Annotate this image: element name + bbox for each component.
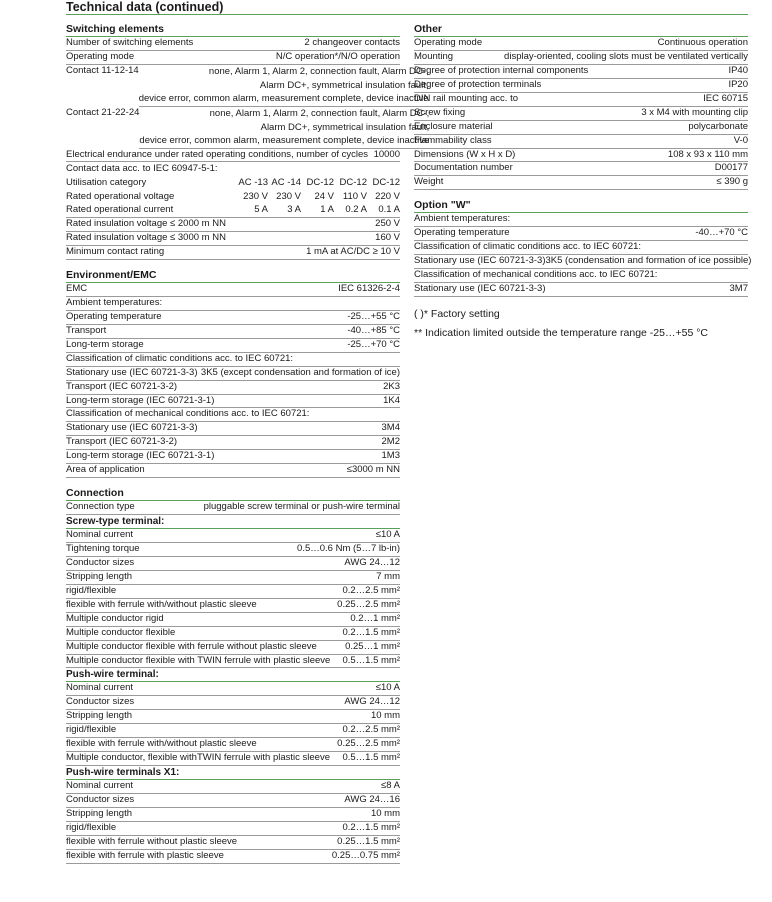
- spec-row: [66, 232, 400, 246]
- spec-label: Conductor sizes: [66, 696, 135, 708]
- utilisation-values: [235, 176, 400, 190]
- push-wire-x1-rows: [66, 780, 400, 864]
- spec-label: Connection type: [66, 501, 135, 513]
- spec-row: [414, 241, 748, 255]
- spec-value: 2K3: [383, 380, 400, 392]
- spec-value: AWG 24…12: [344, 556, 400, 568]
- spec-label: Degree of protection internal components: [414, 64, 589, 76]
- spec-row: [66, 149, 400, 163]
- spec-label: Rated insulation voltage ≤ 3000 m NN: [66, 232, 226, 244]
- spec-value: 0.2…2.5 mm²: [342, 724, 400, 736]
- spec-value: AWG 24…16: [344, 794, 400, 805]
- right-column: [414, 22, 752, 297]
- spec-label: DIN rail mounting acc. to: [414, 92, 519, 104]
- spec-value: AWG 24…12: [344, 696, 400, 708]
- spec-label: Stripping length: [66, 710, 133, 722]
- utilisation-cell: 230 V: [276, 191, 301, 203]
- spec-row: [66, 450, 400, 464]
- spec-row: [66, 557, 400, 571]
- utilisation-cell: 1 A: [320, 204, 334, 216]
- spec-value: 3 x M4 with mounting clip: [641, 106, 748, 118]
- spec-label: Stationary use (IEC 60721-3-3): [66, 422, 198, 434]
- spec-row: [66, 464, 400, 478]
- spec-label: Classification of mechanical conditions acc. to IEC 60721:: [414, 269, 658, 281]
- spec-value: 2 changeover contacts: [304, 37, 400, 48]
- spec-value: IEC 61326-2-4: [338, 283, 400, 294]
- spec-row: [414, 176, 748, 190]
- spec-row: [66, 543, 400, 557]
- contact-11-12-14: [66, 64, 429, 107]
- footnotes: [414, 305, 708, 343]
- spec-label: rigid/flexible: [66, 724, 117, 736]
- spec-label: Multiple conductor flexible with ferrule without plastic sleeve: [66, 640, 317, 652]
- spec-row: [414, 213, 748, 227]
- spec-value: ≤10 A: [375, 682, 400, 694]
- spec-label: Utilisation category: [66, 177, 147, 189]
- spec-value: D00177: [714, 162, 748, 174]
- switching-rows-a: [66, 37, 400, 65]
- spec-row: [66, 655, 400, 669]
- spec-value: 0.5…0.6 Nm (5…7 lb-in): [297, 543, 400, 554]
- spec-row: [66, 501, 400, 515]
- contact-1-line: Alarm DC+, symmetrical insulation fault,: [259, 79, 429, 91]
- spec-label: Rated operational voltage: [66, 191, 175, 203]
- spec-row: [414, 162, 748, 176]
- contact-2-line: device error, common alarm, measurement complete, device inactive: [139, 135, 429, 149]
- connection-rows: [66, 501, 400, 515]
- utilisation-row: [66, 176, 400, 190]
- spec-label: Multiple conductor, flexible withTWIN ferrule with plastic sleeve: [66, 752, 330, 764]
- spec-row: [66, 613, 400, 627]
- spec-value: 108 x 93 x 110 mm: [667, 148, 748, 160]
- utilisation-table: [66, 176, 400, 218]
- environment-rows: [66, 283, 400, 478]
- spec-label: Contact data acc. to IEC 60947-5-1:: [66, 163, 218, 175]
- utilisation-cell: 3 A: [287, 204, 301, 216]
- utilisation-cell: DC-12: [339, 177, 367, 189]
- spec-value: 3K5 (except condensation and formation of ice): [200, 366, 400, 378]
- contact-1-line: none, Alarm 1, Alarm 2, connection fault, Alarm DC-,: [208, 65, 429, 77]
- spec-value: 10 mm: [370, 710, 400, 722]
- spec-value: 3K5 (condensation and formation of ice possible): [545, 255, 752, 267]
- spec-value: polycarbonate: [688, 120, 748, 132]
- push-wire-rows: [66, 682, 400, 766]
- spec-value: IEC 60715: [703, 92, 748, 104]
- spec-label: Documentation number: [414, 162, 513, 174]
- spec-label: Multiple conductor flexible with TWIN ferrule with plastic sleeve: [66, 654, 331, 666]
- option-w-rows: [414, 213, 752, 297]
- spec-value: 0.5…1.5 mm²: [342, 752, 400, 764]
- section-environment-emc: Environment/EMC: [66, 268, 400, 283]
- page-title: Technical data (continued): [66, 0, 224, 14]
- spec-row: [414, 65, 748, 79]
- spec-label: Long-term storage (IEC 60721-3-1): [66, 450, 215, 462]
- spec-label: Electrical endurance under rated operating conditions, number of cycles: [66, 148, 369, 160]
- contact-21-22-24: [66, 106, 430, 149]
- spec-label: Multiple conductor rigid: [66, 612, 164, 624]
- spec-row: [66, 367, 400, 381]
- spec-label: Stationary use (IEC 60721-3-3): [66, 366, 198, 378]
- contact-2-label: Contact 21-22-24: [66, 106, 140, 118]
- spec-label: Stripping length: [66, 570, 133, 582]
- spec-row: [414, 283, 748, 297]
- spec-label: Rated operational current: [66, 204, 174, 216]
- spec-row: [66, 599, 400, 613]
- utilisation-cell: AC -13: [238, 177, 268, 189]
- switching-rows-c: [66, 218, 400, 260]
- contact-2-line: none, Alarm 1, Alarm 2, connection fault, Alarm DC-,: [209, 107, 430, 119]
- spec-row: [414, 255, 752, 269]
- utilisation-row: [66, 190, 400, 204]
- utilisation-values: [235, 204, 400, 217]
- spec-row: [414, 121, 748, 135]
- section-connection: Connection: [66, 486, 400, 501]
- spec-value: 0.2…1 mm²: [350, 612, 400, 624]
- push-wire-x1-heading: Push-wire terminals X1:: [66, 766, 400, 780]
- spec-label: Ambient temperatures:: [66, 296, 163, 308]
- spec-label: Conductor sizes: [66, 556, 135, 568]
- spec-value: pluggable screw terminal or push-wire terminal: [203, 501, 400, 513]
- spec-value: 160 V: [375, 232, 400, 244]
- spec-value: 0.25…1 mm²: [345, 640, 400, 652]
- spec-row: [66, 752, 400, 766]
- spec-value: 0.25…1.5 mm²: [337, 835, 400, 847]
- contact-1-values: [139, 65, 429, 107]
- spec-value: V-0: [733, 134, 748, 146]
- spec-value: -40…+70 °C: [695, 227, 748, 239]
- spec-value: IP20: [728, 78, 748, 90]
- spec-label: Stationary use (IEC 60721-3-3): [414, 255, 546, 267]
- spec-value: 0.2…1.5 mm²: [342, 626, 400, 638]
- spec-row: [414, 149, 748, 163]
- spec-row: [66, 822, 400, 836]
- spec-row: [66, 311, 400, 325]
- utilisation-cell: 110 V: [342, 191, 367, 203]
- utilisation-cell: DC-12: [306, 177, 334, 189]
- spec-value: -25…+70 °C: [347, 338, 400, 350]
- spec-row: [66, 436, 400, 450]
- spec-row: [66, 850, 400, 864]
- spec-label: Long-term storage (IEC 60721-3-1): [66, 394, 215, 406]
- utilisation-cell: 5 A: [254, 204, 268, 216]
- spec-row: [414, 93, 748, 107]
- spec-value: 0.25…2.5 mm²: [337, 598, 400, 610]
- spec-label: Operating temperature: [66, 310, 162, 322]
- spec-row: [66, 353, 400, 367]
- spec-value: 2M2: [381, 436, 400, 448]
- utilisation-cell: 24 V: [314, 191, 334, 203]
- spec-row: [66, 571, 400, 585]
- spec-label: Enclosure material: [414, 120, 493, 132]
- spec-label: flexible with ferrule with plastic sleeve: [66, 849, 224, 861]
- spec-row: [66, 395, 400, 409]
- spec-row: [414, 227, 748, 241]
- spec-label: Dimensions (W x H x D): [414, 148, 516, 160]
- push-wire-heading: Push-wire terminal:: [66, 668, 400, 682]
- spec-label: Area of application: [66, 464, 145, 476]
- spec-row: [66, 297, 400, 311]
- spec-row: [66, 339, 400, 353]
- spec-label: Classification of mechanical conditions acc. to IEC 60721:: [66, 408, 310, 420]
- utilisation-cell: 230 V: [243, 191, 268, 203]
- spec-label: Ambient temperatures:: [414, 213, 511, 225]
- spec-label: Long-term storage: [66, 338, 144, 350]
- spec-label: Number of switching elements: [66, 37, 194, 48]
- spec-value: 3M7: [729, 283, 748, 294]
- spec-label: Stationary use (IEC 60721-3-3): [414, 283, 546, 294]
- spec-label: Nominal current: [66, 529, 134, 541]
- spec-row: [66, 529, 400, 543]
- spec-label: flexible with ferrule with/without plastic sleeve: [66, 598, 257, 610]
- spec-row: [66, 325, 400, 339]
- spec-value: ≤3000 m NN: [346, 464, 400, 476]
- utilisation-values: [235, 190, 400, 204]
- spec-value: 0.25…0.75 mm²: [331, 849, 400, 861]
- spec-value: 0.25…2.5 mm²: [337, 738, 400, 750]
- spec-row: [66, 780, 400, 794]
- spec-label: Operating mode: [66, 50, 135, 62]
- spec-label: flexible with ferrule without plastic sleeve: [66, 835, 238, 847]
- spec-row: [66, 37, 400, 51]
- spec-label: rigid/flexible: [66, 821, 117, 833]
- utilisation-cell: AC -14: [271, 177, 301, 189]
- spec-label: Transport (IEC 60721-3-2): [66, 380, 178, 392]
- section-option-w: Option "W": [414, 198, 748, 213]
- spec-row: [66, 724, 400, 738]
- spec-label: Classification of climatic conditions acc. to IEC 60721:: [66, 352, 294, 364]
- spec-row: [66, 585, 400, 599]
- spec-value: 0.5…1.5 mm²: [342, 654, 400, 666]
- utilisation-cell: 220 V: [375, 191, 400, 203]
- spec-label: Stripping length: [66, 807, 133, 819]
- contact-1-line: device error, common alarm, measurement complete, device inactive: [139, 93, 429, 107]
- spec-row: [66, 51, 400, 65]
- contact-2-values: [139, 107, 429, 149]
- spec-value: 10 mm: [370, 807, 400, 819]
- spec-label: Transport: [66, 324, 107, 336]
- spec-value: 0.2…2.5 mm²: [342, 584, 400, 596]
- spec-row: [66, 710, 400, 724]
- spec-label: Rated insulation voltage ≤ 2000 m NN: [66, 218, 226, 230]
- spec-row: [414, 135, 748, 149]
- spec-value: 10000: [373, 148, 400, 160]
- spec-value: ≤ 390 g: [716, 176, 748, 188]
- utilisation-cell: 0.1 A: [378, 204, 400, 216]
- utilisation-cell: DC-12: [372, 177, 400, 189]
- spec-label: Mounting: [414, 50, 454, 62]
- spec-label: Conductor sizes: [66, 794, 135, 805]
- spec-value: N/C operation*/N/O operation: [275, 50, 400, 62]
- spec-label: flexible with ferrule with/without plastic sleeve: [66, 738, 257, 750]
- spec-row: [66, 738, 400, 752]
- spec-row: [66, 218, 400, 232]
- title-rule: [66, 14, 748, 15]
- spec-value: 7 mm: [376, 570, 400, 582]
- spec-label: Flammability class: [414, 134, 492, 146]
- spec-value: Continuous operation: [657, 37, 748, 48]
- spec-row: [66, 162, 400, 176]
- spec-row: [66, 682, 400, 696]
- spec-label: Nominal current: [66, 780, 134, 792]
- spec-label: Degree of protection terminals: [414, 78, 542, 90]
- spec-value: 250 V: [375, 218, 400, 230]
- spec-row: [66, 283, 400, 297]
- spec-value: 1K4: [383, 394, 400, 406]
- spec-value: IP40: [728, 64, 748, 76]
- spec-value: ≤10 A: [375, 529, 400, 541]
- spec-row: [414, 51, 748, 65]
- spec-row: [66, 246, 400, 260]
- spec-row: [66, 808, 400, 822]
- spec-row: [66, 794, 400, 808]
- spec-label: Screw fixing: [414, 106, 466, 118]
- spec-row: [66, 641, 400, 655]
- utilisation-row: [66, 204, 400, 218]
- footnote: ** Indication limited outside the temperature range -25…+55 °C: [414, 327, 708, 339]
- spec-label: Multiple conductor flexible: [66, 626, 176, 638]
- spec-row: [414, 37, 748, 51]
- spec-value: 3M4: [381, 422, 400, 434]
- switching-rows-b: [66, 149, 400, 177]
- spec-row: [66, 381, 400, 395]
- spec-value: -25…+55 °C: [347, 310, 400, 322]
- section-switching-elements: Switching elements: [66, 22, 400, 37]
- spec-row: [414, 79, 748, 93]
- spec-label: Tightening torque: [66, 543, 140, 554]
- spec-value: ≤8 A: [381, 780, 400, 792]
- spec-row: [414, 107, 748, 121]
- screw-terminal-heading: Screw-type terminal:: [66, 515, 400, 529]
- section-other: Other: [414, 22, 748, 37]
- footnote: ( )* Factory setting: [414, 308, 500, 320]
- spec-value: 0.2…1.5 mm²: [342, 821, 400, 833]
- spec-row: [414, 269, 748, 283]
- screw-terminal-rows: [66, 529, 400, 668]
- spec-label: Operating mode: [414, 37, 483, 48]
- spec-row: [66, 836, 400, 850]
- spec-row: [66, 696, 400, 710]
- spec-label: Weight: [414, 176, 444, 188]
- utilisation-cell: 0.2 A: [345, 204, 367, 216]
- spec-label: EMC: [66, 283, 88, 294]
- spec-label: Operating temperature: [414, 227, 510, 239]
- spec-label: Minimum contact rating: [66, 246, 165, 258]
- spec-value: 1 mA at AC/DC ≥ 10 V: [306, 246, 400, 258]
- spec-row: [66, 627, 400, 641]
- spec-value: 1M3: [381, 450, 400, 462]
- spec-value: display-oriented, cooling slots must be ventilated vertically: [504, 50, 748, 62]
- contact-1-label: Contact 11-12-14: [66, 64, 139, 76]
- other-rows: [414, 37, 748, 190]
- spec-label: Nominal current: [66, 682, 134, 694]
- contact-2-line: Alarm DC+, symmetrical insulation fault,: [260, 121, 430, 133]
- spec-row: [66, 422, 400, 436]
- spec-label: Classification of climatic conditions acc. to IEC 60721:: [414, 241, 642, 253]
- spec-value: -40…+85 °C: [347, 324, 400, 336]
- spec-label: rigid/flexible: [66, 584, 117, 596]
- spec-row: [66, 408, 400, 422]
- spec-label: Transport (IEC 60721-3-2): [66, 436, 178, 448]
